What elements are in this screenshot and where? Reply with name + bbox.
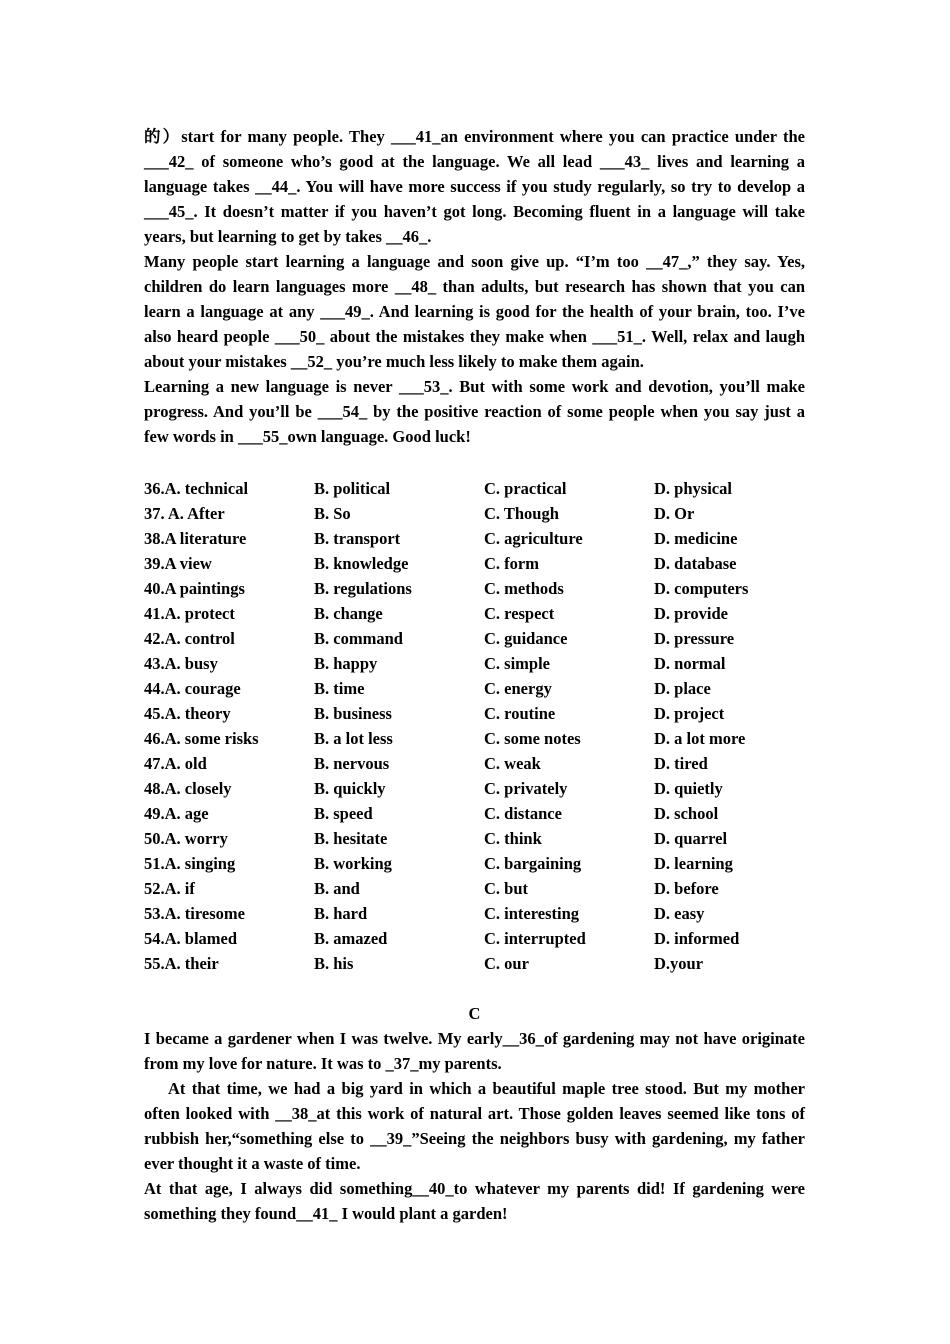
option-row-40 — [144, 576, 805, 601]
option-row-48 — [144, 776, 805, 801]
option-c: C. simple — [484, 654, 550, 673]
option-b: B. business — [314, 704, 392, 723]
option-c: C. privately — [484, 779, 568, 798]
option-row-46 — [144, 726, 805, 751]
option-b: B. hesitate — [314, 829, 388, 848]
option-a: 55.A. their — [144, 954, 219, 973]
option-c: C. form — [484, 554, 539, 573]
option-a: 36.A. technical — [144, 479, 249, 498]
option-row-45 — [144, 701, 805, 726]
option-a: 48.A. closely — [144, 779, 232, 798]
option-a: 38.A literature — [144, 529, 247, 548]
option-b: B. happy — [314, 654, 378, 673]
option-b: B. his — [314, 954, 354, 973]
option-row-52 — [144, 876, 805, 901]
passage-c — [144, 1001, 805, 1226]
option-c: C. interrupted — [484, 929, 586, 948]
option-b: B. change — [314, 604, 383, 623]
option-b: B. a lot less — [314, 729, 393, 748]
option-a: 47.A. old — [144, 754, 207, 773]
option-d: D. quietly — [654, 779, 723, 798]
option-row-51 — [144, 851, 805, 876]
option-d: D. project — [654, 704, 725, 723]
answer-options-list — [144, 476, 805, 976]
option-b: B. nervous — [314, 754, 390, 773]
option-b: B. time — [314, 679, 365, 698]
option-a: 40.A paintings — [144, 579, 245, 598]
option-a: 39.A view — [144, 554, 212, 573]
option-a: 42.A. control — [144, 629, 235, 648]
option-d: D. learning — [654, 854, 733, 873]
option-c: C. practical — [484, 479, 567, 498]
option-b: B. command — [314, 629, 403, 648]
option-a: 54.A. blamed — [144, 929, 238, 948]
option-a: 44.A. courage — [144, 679, 241, 698]
option-a: 37. A. After — [144, 504, 225, 523]
option-a: 53.A. tiresome — [144, 904, 245, 923]
option-d: D. easy — [654, 904, 705, 923]
option-b: B. hard — [314, 904, 368, 923]
option-a: 52.A. if — [144, 879, 195, 898]
option-c: C. guidance — [484, 629, 568, 648]
option-row-41 — [144, 601, 805, 626]
option-c: C. energy — [484, 679, 552, 698]
option-c: C. interesting — [484, 904, 580, 923]
option-row-49 — [144, 801, 805, 826]
option-b: B. political — [314, 479, 391, 498]
option-a: 46.A. some risks — [144, 729, 259, 748]
option-d: D. normal — [654, 654, 726, 673]
option-a: 49.A. age — [144, 804, 209, 823]
option-c: C. routine — [484, 704, 556, 723]
option-row-53 — [144, 901, 805, 926]
passage-c-paragraph-2: At that time, we had a big yard in which a beautiful maple tree stood. But my mother often looked with __38_at this work of natural art. Those golden leaves seemed like tons of rubbish her,“something else to __39_”Seeing the neighbors busy with gardening, my father ever thought it a waste of time. — [144, 1079, 805, 1173]
passage-c-paragraph-1: I became a gardener when I was twelve. My early__36_of gardening may not have originate from my love for nature. It was to _37_my parents. — [144, 1029, 805, 1073]
passage-b — [144, 124, 805, 449]
option-d: D. tired — [654, 754, 708, 773]
option-d: D. a lot more — [654, 729, 746, 748]
option-b: B. amazed — [314, 929, 388, 948]
option-a: 43.A. busy — [144, 654, 218, 673]
passage-b-paragraph-1: 的）start for many people. They ___41_an environment where you can practice under the ___42_ of someone who’s good at the language. We all lead ___43_ lives and learning a language takes __44_. You will have more success if you study regularly, so try to develop a ___45_. It doesn’t matter if you haven’t got long. Becoming fluent in a language will take years, but learning to get by takes __46_. — [144, 127, 805, 246]
option-c: C. weak — [484, 754, 541, 773]
option-row-47 — [144, 751, 805, 776]
option-c: C. think — [484, 829, 542, 848]
option-d: D. quarrel — [654, 829, 728, 848]
option-row-44 — [144, 676, 805, 701]
option-d: D. Or — [654, 504, 695, 523]
passage-b-paragraph-3: Learning a new language is never ___53_. But with some work and devotion, you’ll make progress. And you’ll be ___54_ by the positive reaction of some people when you say just a few words in ___55_own language. Good luck! — [144, 377, 805, 446]
option-b: B. working — [314, 854, 392, 873]
option-row-50 — [144, 826, 805, 851]
passage-c-paragraph-3: At that age, I always did something__40_to whatever my parents did! If gardening were something they found__41_ I would plant a garden! — [144, 1179, 805, 1223]
option-d: D. place — [654, 679, 711, 698]
option-b: B. quickly — [314, 779, 386, 798]
option-c: C. distance — [484, 804, 562, 823]
option-c: C. our — [484, 954, 529, 973]
option-b: B. transport — [314, 529, 401, 548]
option-d: D. computers — [654, 579, 749, 598]
option-a: 51.A. singing — [144, 854, 236, 873]
option-row-37 — [144, 501, 805, 526]
option-b: B. So — [314, 504, 351, 523]
option-d: D. database — [654, 554, 737, 573]
passage-b-paragraph-2: Many people start learning a language and soon give up. “I’m too __47_,” they say. Yes, children do learn languages more __48_ than adults, but research has shown that you can learn a language at any ___49_. And learning is good for the health of your brain, too. I’ve also heard people ___50_ about the mistakes they make when ___51_. Well, relax and laugh about your mistakes __52_ you’re much less likely to make them again. — [144, 252, 805, 371]
option-row-38 — [144, 526, 805, 551]
option-row-55 — [144, 951, 805, 976]
option-d: D. provide — [654, 604, 728, 623]
option-b: B. knowledge — [314, 554, 409, 573]
option-d: D. informed — [654, 929, 740, 948]
option-c: C. methods — [484, 579, 564, 598]
option-d: D. physical — [654, 479, 732, 498]
option-c: C. Though — [484, 504, 559, 523]
option-c: C. respect — [484, 604, 555, 623]
option-b: B. speed — [314, 804, 373, 823]
option-d: D. medicine — [654, 529, 738, 548]
option-d: D. pressure — [654, 629, 735, 648]
option-a: 41.A. protect — [144, 604, 235, 623]
option-d: D.your — [654, 954, 704, 973]
option-row-43 — [144, 651, 805, 676]
option-row-36 — [144, 476, 805, 501]
document-page — [144, 124, 805, 1226]
option-row-42 — [144, 626, 805, 651]
option-b: B. regulations — [314, 579, 412, 598]
option-row-39 — [144, 551, 805, 576]
option-c: C. bargaining — [484, 854, 582, 873]
option-c: C. agriculture — [484, 529, 583, 548]
section-heading-c: C — [468, 1004, 481, 1023]
option-d: D. before — [654, 879, 719, 898]
option-c: C. some notes — [484, 729, 581, 748]
option-d: D. school — [654, 804, 719, 823]
option-a: 45.A. theory — [144, 704, 231, 723]
option-row-54 — [144, 926, 805, 951]
option-a: 50.A. worry — [144, 829, 228, 848]
option-c: C. but — [484, 879, 529, 898]
option-b: B. and — [314, 879, 360, 898]
